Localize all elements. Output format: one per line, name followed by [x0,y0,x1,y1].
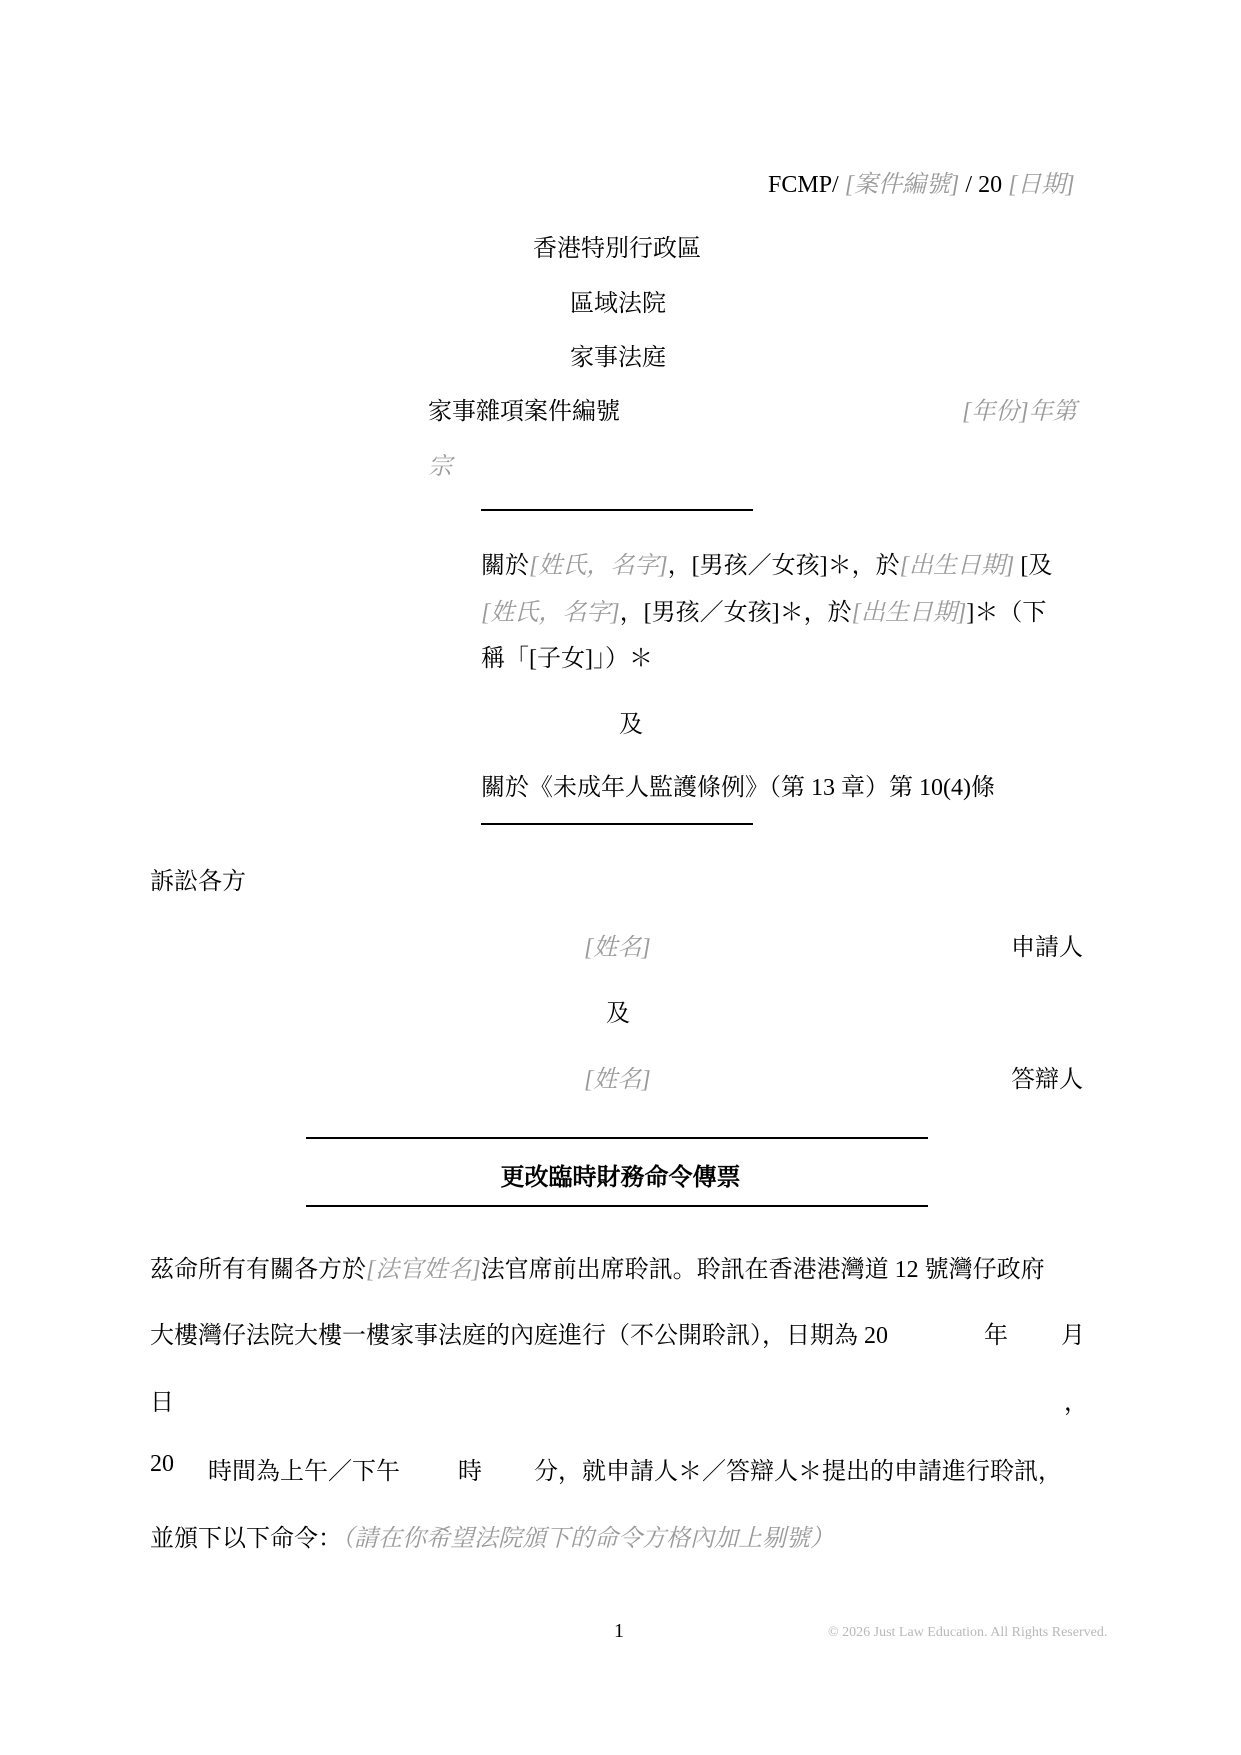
child-dob-placeholder-2: [出生日期] [851,600,967,626]
court-line-region: 香港特別行政區 [533,236,701,262]
case-reference [768,164,1075,199]
body-line4-hour: 時 [458,1459,482,1485]
child-line-1 [481,545,1052,580]
child-dob-placeholder-1: [出生日期] [899,553,1015,579]
applicant-role: 申請人 [1011,935,1083,961]
child-line1-post: [及 [1014,553,1053,579]
order-instruction: （請在你希望法院頒下的命令方格內加上剔號） [342,1526,834,1552]
month-blank-label: 月 [1061,1323,1085,1349]
case-number-placeholder: [案件編號] [844,172,960,198]
title-bottom-rule [306,1205,928,1207]
year-suffix: 年第 [1028,399,1077,425]
body-line1-post: 法官席前出席聆訊。聆訊在香港港灣道 12 號灣仔政府 [480,1257,1045,1283]
case-number-wrap: 宗 [428,454,452,480]
copyright-notice: © 2026 Just Law Education. All Rights Reserved. [828,1625,1108,1640]
child-line-3: 稱「[子女]」）＊ [481,646,653,672]
parties-heading: 訴訟各方 [150,869,246,895]
day-blank-label: 日 [150,1390,174,1416]
respondent-name-placeholder: [姓名] [584,1067,651,1093]
parties-and: 及 [606,1001,630,1027]
child-name-placeholder-2: [姓氏，名字] [481,600,620,626]
year-blank-label: 年 [984,1323,1008,1349]
child-name-placeholder-1: [姓氏，名字] [529,553,668,579]
case-ref-prefix: FCMP/ [768,172,845,198]
case-number-year [962,391,1077,426]
body-line5-text: 並頒下以下命令： [150,1526,342,1552]
body-line4-time-label: 時間為上午／下午 [208,1459,400,1485]
body-line-1 [150,1249,1045,1284]
document-title: 更改臨時財務命令傳票 [500,1165,741,1191]
date-placeholder: [日期] [1008,172,1075,198]
applicant-name-placeholder: [姓名] [584,935,651,961]
child-line1-mid: ，[男孩／女孩]＊，於 [667,553,900,579]
line-3-comma: ， [1064,1390,1088,1416]
body-line4-20: 20 [150,1451,174,1477]
child-line2-post: ]＊（下 [966,600,1047,626]
case-number-label: 家事雜項案件編號 [428,399,620,425]
respondent-role: 答辯人 [1011,1067,1083,1093]
divider [481,509,753,511]
body-line4-rest: 分，就申請人＊／答辯人＊提出的申請進行聆訊， [534,1459,1062,1485]
court-line-family: 家事法庭 [570,345,666,371]
child-line1-pre: 關於 [481,553,529,579]
and-connector: 及 [619,712,643,738]
court-line-district: 區域法院 [570,291,666,317]
body-line-2: 大樓灣仔法院大樓一樓家事法庭的內庭進行（不公開聆訊），日期為 20 [150,1323,888,1349]
year-placeholder: [年份] [962,399,1029,425]
body-line1-pre: 茲命所有有關各方於 [150,1257,366,1283]
body-line-5 [150,1518,834,1553]
child-line2-mid: ，[男孩／女孩]＊，於 [619,600,852,626]
title-top-rule [306,1137,928,1139]
page-number: 1 [614,1620,624,1642]
divider [481,823,753,825]
judge-name-placeholder: [法官姓名] [366,1257,481,1283]
child-line-2 [481,592,1046,627]
ordinance-line: 關於《未成年人監護條例》（第 13 章）第 10(4)條 [481,775,995,801]
case-ref-mid: / 20 [959,172,1009,198]
